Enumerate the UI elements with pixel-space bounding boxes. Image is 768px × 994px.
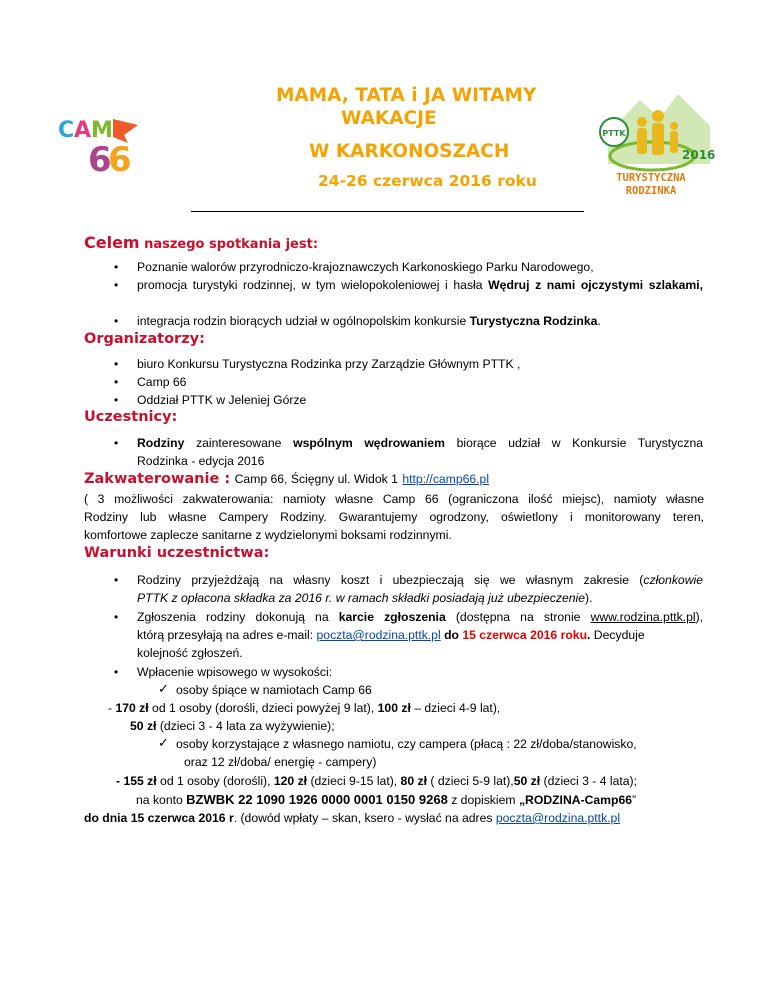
payment-instructions: . (dowód wpłaty – skan, ksero - wysłać na adres <box>233 811 493 825</box>
condition-1-italic-2: PTTK z opłacona składka za 2016 r. w ramach składki posiadają już ubezpieczenie <box>137 591 586 605</box>
price-2-kid-desc: ( dzieci 5-9 lat), <box>430 774 514 788</box>
accommodation-place: Camp 66, Ścięgny ul. Widok 1 <box>234 472 398 486</box>
svg-text:TURYSTYCZNA: TURYSTYCZNA <box>616 172 686 184</box>
goal-item-2 <box>137 276 703 294</box>
payment-email-link[interactable]: poczta@rodzina.pttk.pl <box>495 811 621 825</box>
condition-2-line-3: kolejność zgłoszeń. <box>137 646 243 660</box>
event-date: 24-26 czerwca 2016 roku <box>318 172 537 190</box>
svg-text:M: M <box>91 118 113 143</box>
condition-2-end: ), <box>695 610 704 624</box>
participants-text-2: biorące udział w Konkursie Turystyczna <box>456 436 704 450</box>
condition-2-do: do <box>444 628 459 642</box>
svg-text:PTTK: PTTK <box>602 129 626 138</box>
bullet: • <box>114 375 119 389</box>
price-1-small: 50 zł <box>130 719 157 733</box>
accommodation-desc-3: komfortowe zaplecze sanitarne z wydzielonymi boksami rodzinnymi. <box>84 528 452 542</box>
price-1-line-2 <box>130 717 335 735</box>
bullet: • <box>114 573 119 587</box>
price-2-small: 50 zł <box>513 774 541 788</box>
condition-2-mid: (dostępna na stronie <box>455 610 581 624</box>
price-2-child-desc: (dzieci 9-15 lat), <box>310 774 398 788</box>
svg-text:A: A <box>74 118 92 143</box>
turystyczna-rodzinka-graphic <box>590 86 716 202</box>
goal-item-3-dot: . <box>597 314 601 328</box>
bullet: • <box>114 314 119 328</box>
title-line-2: WAKACJE <box>341 108 437 129</box>
price-1-child-desc: – dzieci 4-9 lat), <box>414 701 501 715</box>
accommodation-desc-2: Rodziny lub własne Campery Rodziny. Gwarantujemy ogrodzony, oświetlony i monitorowany teren, <box>84 510 704 524</box>
bullet: • <box>114 665 119 679</box>
condition-1-italic: członkowie <box>643 573 703 587</box>
header-divider <box>191 211 584 212</box>
svg-text:6: 6 <box>88 140 112 180</box>
bullet: • <box>114 610 119 624</box>
bank-account-quote: ” <box>632 793 637 807</box>
participants-families: Rodziny <box>137 436 185 450</box>
condition-1-line-2 <box>137 589 592 607</box>
organizer-item-2: Camp 66 <box>137 375 187 389</box>
bullet: • <box>114 393 119 407</box>
svg-text:2016: 2016 <box>682 148 716 162</box>
condition-2-form: karcie zgłoszenia <box>338 610 446 624</box>
condition-2-line-1 <box>137 608 703 626</box>
condition-2-email-label: którą przesyłają na adres e-mail: <box>137 628 314 642</box>
deadline-line <box>84 809 620 827</box>
participants-walking: wspólnym wędrowaniem <box>293 436 445 450</box>
camp66-logo <box>58 113 148 180</box>
condition-2-decides: Decyduje <box>593 628 645 642</box>
bank-account-number: BZWBK 22 1090 1926 0000 0001 0150 9268 <box>186 792 448 807</box>
check-1: osoby śpiące w namiotach Camp 66 <box>176 683 372 697</box>
payment-deadline: do dnia 15 czerwca 2016 r <box>84 811 234 825</box>
price-2-line <box>116 772 637 790</box>
bullet: • <box>114 436 119 450</box>
price-1-small-desc: (dzieci 3 - 4 lata za wyżywienie); <box>159 719 335 733</box>
bank-account-line <box>136 791 636 809</box>
condition-2-text: Zgłoszenia rodziny dokonują na <box>137 610 329 624</box>
participants-item <box>137 434 703 452</box>
condition-2-dot: . <box>587 628 591 642</box>
condition-1-close: ). <box>585 591 593 605</box>
price-2-kid: 80 zł <box>400 774 427 788</box>
conditions-heading: Warunki uczestnictwa: <box>84 545 270 561</box>
price-1-adult: 170 zł <box>115 701 149 715</box>
accommodation-heading-row <box>84 470 489 488</box>
camp66-link[interactable]: http://camp66.pl <box>402 472 490 486</box>
bullet: • <box>114 278 119 292</box>
goal-item-2-text: promocja turystyki rodzinnej, w tym wielopokoleniowej i hasła <box>137 278 483 292</box>
title-line-1: MAMA, TATA i JA WITAMY <box>276 85 537 106</box>
bullet: • <box>114 260 119 274</box>
title-line-3: W KARKONOSZACH <box>309 141 510 162</box>
check-2-line-2: oraz 12 zł/doba/ energię - campery) <box>184 755 377 769</box>
price-1-adult-desc: od 1 osoby (dorośli, dzieci powyżej 9 lat), <box>152 701 375 715</box>
condition-1-text: Rodziny przyjeżdżają na własny koszt i ubezpieczają się we własnym zakresie ( <box>137 573 644 587</box>
camp66-logo-graphic <box>58 113 148 180</box>
condition-1-line-1 <box>137 571 703 589</box>
participants-item-line2: Rodzinka - edycja 2016 <box>137 454 265 468</box>
organizers-heading: Organizatorzy: <box>84 331 205 347</box>
bullet: • <box>114 357 119 371</box>
goal-heading-rest: naszego spotkania jest: <box>144 237 319 252</box>
participants-text-1: zainteresowane <box>196 436 282 450</box>
bank-account-note-label: z dopiskiem <box>451 793 516 807</box>
goal-heading <box>84 233 318 253</box>
price-2-child: 120 zł <box>273 774 308 788</box>
goal-item-3-text: integracja rodzin biorących udział w ogólnopolskim konkursie <box>137 314 467 328</box>
price-2-adult-desc: od 1 osoby (dorośli), <box>160 774 271 788</box>
turystyczna-rodzinka-logo <box>590 86 716 202</box>
check-2-line-1: osoby korzystające z własnego namiotu, czy campera (płacą : 22 zł/doba/stanowisko, <box>176 737 637 751</box>
goal-item-3-contest: Turystyczna Rodzinka <box>469 314 598 328</box>
svg-text:6: 6 <box>108 140 132 180</box>
accommodation-heading: Zakwaterowanie : <box>84 471 231 487</box>
price-1-line-1 <box>108 699 500 717</box>
check-icon: ✓ <box>158 735 169 750</box>
price-1-child: 100 zł <box>377 701 411 715</box>
participants-heading: Uczestnicy: <box>84 409 178 425</box>
organizer-item-3: Oddział PTTK w Jeleniej Górze <box>137 393 307 407</box>
bank-account-reference: „RODZINA-Camp66 <box>518 793 633 807</box>
condition-3: Wpłacenie wpisowego w wysokości: <box>137 665 333 679</box>
price-2-adult: - 155 zł <box>116 774 157 788</box>
svg-text:RODZINKA: RODZINKA <box>625 185 677 197</box>
price-1-dash: - <box>108 701 113 715</box>
condition-2-line-2 <box>137 626 645 644</box>
goal-item-2-slogan: Wędruj z nami ojczystymi szlakami, <box>488 278 703 292</box>
rodzina-website-link[interactable]: www.rodzina.pttk.pl <box>590 610 696 624</box>
price-2-small-desc: (dzieci 3 - 4 lata); <box>543 774 637 788</box>
deadline-date: 15 czerwca 2016 roku <box>462 628 588 642</box>
svg-text:C: C <box>58 118 75 143</box>
check-icon: ✓ <box>158 681 169 696</box>
goal-heading-big: Celem <box>84 233 140 252</box>
organizer-item-1: biuro Konkursu Turystyczna Rodzinka przy Zarządzie Głównym PTTK , <box>137 357 521 371</box>
goal-item-3 <box>137 312 601 330</box>
bank-account-label: na konto <box>136 793 183 807</box>
accommodation-desc-1: ( 3 możliwości zakwaterowania: namioty własne Camp 66 (ograniczona ilość miejsc), namioty własne <box>84 492 704 506</box>
email-link[interactable]: poczta@rodzina.pttk.pl <box>316 628 441 642</box>
goal-item-1: Poznanie walorów przyrodniczo-krajoznawczych Karkonoskiego Parku Narodowego, <box>137 260 594 274</box>
